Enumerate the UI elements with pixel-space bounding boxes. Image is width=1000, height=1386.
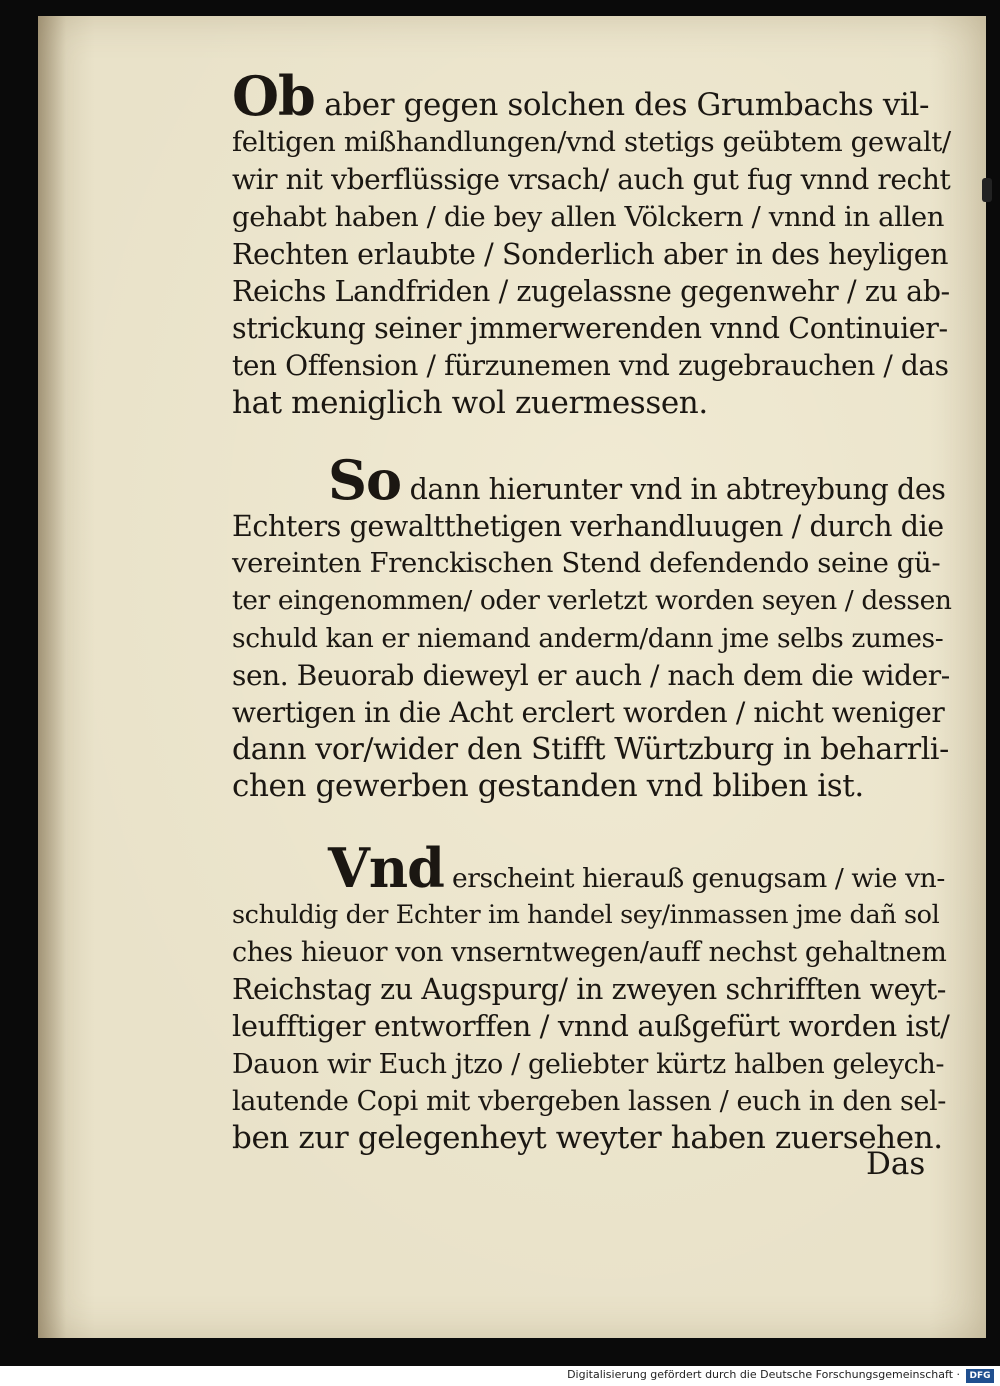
text-line: ben zur gelegenheyt weyter haben zuersehen. <box>232 1120 943 1157</box>
text-line: wertigen in die Acht erclert worden / nicht weniger <box>232 696 945 730</box>
text-line: vereinten Frenckischen Stend defendendo seine gü- <box>232 547 941 580</box>
text-line: feltigen mißhandlungen/vnd stetigs geübtem gewalt/ <box>232 126 951 159</box>
text-line: chen gewerben gestanden vnd bliben ist. <box>232 768 864 805</box>
initial-letters: Vnd <box>328 835 444 900</box>
initial-letters: So <box>328 447 402 512</box>
text-line: ches hieuor von vnserntwegen/auff nechst gehaltnem <box>232 937 947 969</box>
text-line: strickung seiner jmmerwerenden vnnd Continuier- <box>232 312 948 346</box>
text-line: sen. Beuorab dieweyl er auch / nach dem die wider- <box>232 658 950 692</box>
funding-credit: Digitalisierung gefördert durch die Deutsche Forschungsgemeinschaft · <box>567 1368 960 1381</box>
page-text <box>232 64 952 1197</box>
footer-bar <box>0 1366 1000 1386</box>
text-line: schuldig der Echter im handel sey/inmassen jme dañ sol <box>232 899 940 930</box>
dfg-logo-icon: DFG <box>966 1369 994 1383</box>
paragraph-3: Vnd erscheint hierauß genugsam / wie vn- schuldig der Echter im handel sey/inmassen jme dañ sol ches hieuor von vnserntwegen/auff nechst gehaltnem Reichstag zu Augspurg/ in zweyen schrifften weyt- leufftiger entworffen / vnnd außgefürt worden ist/ Dauon wir Euch jtzo / geliebter kürtz halben geleych- lautende Copi mit vbergeben lassen / euch in den sel- ben zur gelegenheyt weyter haben zuersehen. <box>232 850 952 1158</box>
paragraph-1: Ob aber gegen solchen des Grumbachs vil- feltigen mißhandlungen/vnd stetigs geübtem gewalt/ wir nit vberflüssige vrsach/ auch gut fug vnnd recht gehabt haben / die bey allen Völckern / vnnd in allen Rechten erlaubte / Sonderlich aber in des heyligen Reichs Landfriden / zugelassne gegenwehr / zu ab- strickung seiner jmmerwerenden vnnd Continuier- ten Offension / fürzunemen vnd zugebrauchen / das hat meniglich wol zuermessen. <box>232 64 951 421</box>
text-line: hat meniglich wol zuermessen. <box>232 384 708 421</box>
text-line: lautende Copi mit vbergeben lassen / euch in den sel- <box>232 1085 946 1117</box>
text-line: Reichs Landfriden / zugelassne gegenwehr / zu ab- <box>232 275 950 309</box>
paragraph-2: So dann hierunter vnd in abtreybung des Echters gewaltthetigen verhandluugen / durch die vereinten Frenckischen Stend defendendo seine gü- ter eingenommen/ oder verletzt worden seyen / dessen schuld kan er niemand anderm/dann jme selbs zumes- sen. Beuorab dieweyl er auch / nach dem die wider- wertigen in die Acht erclert worden / nicht weniger dann vor/wider den Stifft Würtzburg in beharrli- chen gewerben gestanden vnd bliben ist. <box>232 447 952 805</box>
page-edge-mark <box>982 178 992 202</box>
text-line: leufftiger entworffen / vnnd außgefürt worden ist/ <box>232 1009 950 1044</box>
text-line: wir nit vberflüssige vrsach/ auch gut fug vnnd recht <box>232 163 951 197</box>
text-line: Reichstag zu Augspurg/ in zweyen schrifften weyt- <box>232 973 947 1007</box>
text-line: dann vor/wider den Stifft Würtzburg in beharrli- <box>232 732 949 768</box>
text-line: schuld kan er niemand anderm/dann jme selbs zumes- <box>232 622 944 654</box>
text-line: gehabt haben / die bey allen Völckern / vnnd in allen <box>232 200 945 233</box>
text-line: Echters gewaltthetigen verhandluugen / durch die <box>232 510 944 544</box>
text-line: ten Offension / fürzunemen vnd zugebrauchen / das <box>232 349 949 383</box>
catchword: Das <box>866 1146 926 1182</box>
text-line: Rechten erlaubte / Sonderlich aber in des heyligen <box>232 237 949 271</box>
text-line: Dauon wir Euch jtzo / geliebter kürtz halben geleych- <box>232 1048 945 1080</box>
initial-letters: Ob <box>232 64 315 128</box>
page-gutter-shadow <box>38 16 66 1338</box>
text-line: ter eingenommen/ oder verletzt worden seyen / dessen <box>232 585 952 617</box>
